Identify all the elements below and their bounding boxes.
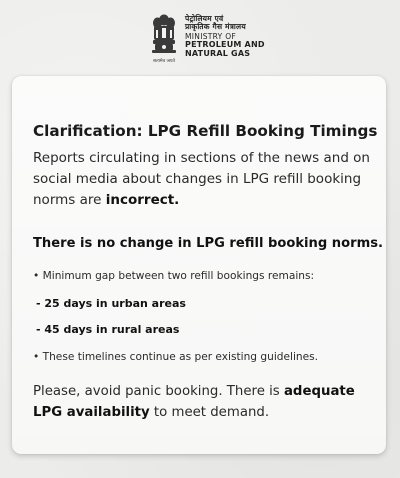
- closing-text-2: to meet demand.: [149, 405, 270, 420]
- emblem-motto: सत्यमेव जयते: [152, 59, 176, 64]
- intro-text: Reports circulating in sections of the news and on social media about changes in LPG refill booking norms are: [33, 150, 370, 208]
- petroleum-and-label: PETROLEUM AND: [185, 39, 265, 49]
- no-change-statement: There is no change in LPG refill booking norms.: [33, 236, 383, 251]
- clarification-card: [12, 76, 386, 454]
- intro-bold-text: incorrect.: [105, 192, 180, 208]
- closing-bold-text: adequate LPG availability: [33, 384, 355, 420]
- ministry-hindi-line-1: पेट्रोलियम एवं: [185, 14, 224, 23]
- ministry-header: [0, 8, 400, 68]
- bullet-minimum-gap: • Minimum gap between two refill bookings remains:: [33, 270, 315, 282]
- national-emblem-icon: [150, 12, 178, 60]
- ministry-of-label: MINISTRY OF: [185, 31, 237, 41]
- sub-item-urban: - 25 days in urban areas: [36, 297, 186, 310]
- sub-item-rural: - 45 days in rural areas: [36, 323, 180, 336]
- closing-text-1: Please, avoid panic booking. There is: [33, 384, 284, 399]
- closing-paragraph: [33, 381, 378, 423]
- natural-gas-label: NATURAL GAS: [185, 48, 251, 58]
- card-title: Clarification: LPG Refill Booking Timings: [33, 122, 378, 140]
- intro-paragraph: [33, 148, 373, 211]
- ministry-hindi-line-2: प्राकृतिक गैस मंत्रालय: [185, 22, 246, 32]
- bullet-timelines: • These timelines continue as per existing guidelines.: [33, 351, 319, 363]
- ministry-name: [185, 15, 265, 58]
